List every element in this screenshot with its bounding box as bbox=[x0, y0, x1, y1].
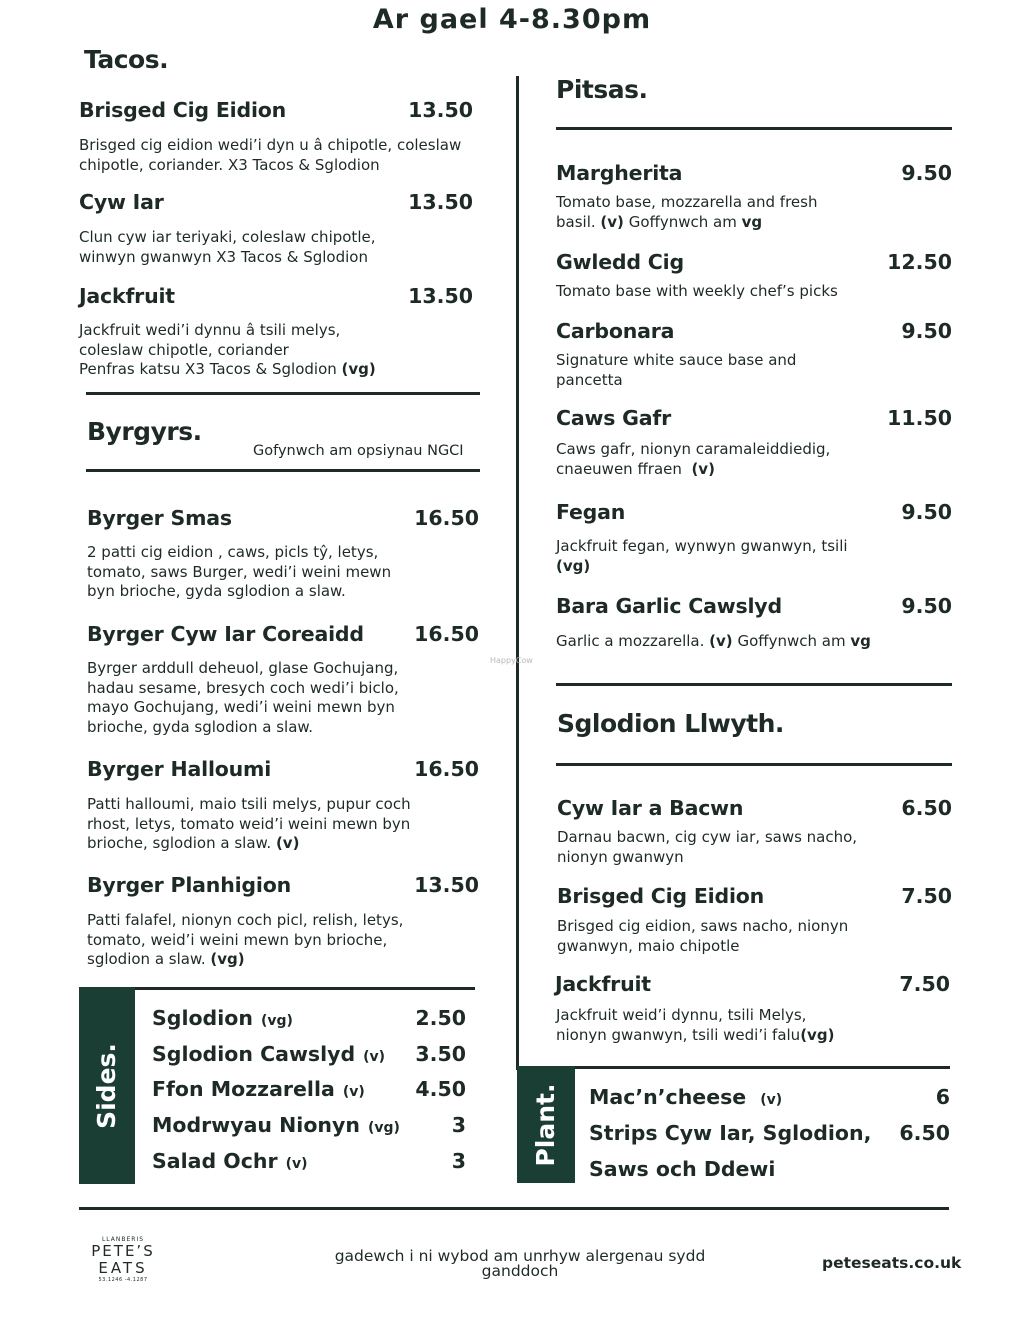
pizza-price: 9.50 bbox=[901, 594, 952, 618]
taco-description: Clun cyw iar teriyaki, coleslaw chipotle, winwyn gwanwyn X3 Tacos & Sglodion bbox=[79, 228, 376, 266]
fries-description: Darnau bacwn, cig cyw iar, saws nacho, nionyn gwanwyn bbox=[557, 828, 858, 866]
availability-title: Ar gael 4-8.30pm bbox=[372, 4, 652, 35]
divider bbox=[556, 683, 952, 686]
burgers-heading: Byrgyrs. bbox=[87, 417, 202, 446]
pizza-price: 9.50 bbox=[901, 161, 952, 185]
fries-price: 7.50 bbox=[901, 884, 952, 908]
burger-name: Byrger Cyw Iar Coreaidd bbox=[87, 622, 364, 646]
fries-price: 7.50 bbox=[899, 972, 950, 996]
kids-item: Strips Cyw Iar, Sglodion, bbox=[589, 1121, 872, 1145]
burger-description: 2 patti cig eidion , caws, picls tŷ, letys, tomato, saws Burger, wedi’i weini mewn byn brioche, gyda sglodion a slaw. bbox=[87, 543, 392, 600]
side-price: 2.50 bbox=[415, 1006, 466, 1030]
kids-item-continued: Saws och Ddewi bbox=[589, 1157, 776, 1181]
vegan-tag: (vg) bbox=[210, 950, 245, 968]
kids-label-panel bbox=[517, 1066, 575, 1183]
side-price: 3 bbox=[451, 1149, 466, 1173]
divider bbox=[86, 392, 480, 395]
divider bbox=[86, 469, 480, 472]
taco-name: Cyw Iar bbox=[79, 190, 164, 214]
pizza-name: Carbonara bbox=[556, 319, 675, 343]
burger-description: Byrger arddull deheuol, glase Gochujang, hadau sesame, bresych coch wedi’i biclo, mayo Gochujang, wedi’i weini mewn byn brioche, gyda sglodion a slaw. bbox=[87, 659, 399, 736]
burger-price: 16.50 bbox=[414, 506, 479, 530]
side-item: Sglodion Cawslyd (v) bbox=[152, 1042, 386, 1066]
burger-description: Patti halloumi, maio tsili melys, pupur coch rhost, letys, tomato weid’i weini mewn byn brioche, sglodion a slaw. (v) bbox=[87, 795, 411, 852]
side-item: Sglodion (vg) bbox=[152, 1006, 293, 1030]
side-price: 4.50 bbox=[415, 1077, 466, 1101]
taco-name: Brisged Cig Eidion bbox=[79, 98, 287, 122]
pizza-description: Tomato base, mozzarella and fresh basil. (v) Goffynwch am vg bbox=[556, 193, 818, 231]
side-item: Salad Ochr (v) bbox=[152, 1149, 308, 1173]
taco-price: 13.50 bbox=[408, 98, 473, 122]
gluten-free-note: Gofynwch am opsiynau NGCI bbox=[253, 443, 464, 459]
fries-price: 6.50 bbox=[901, 796, 952, 820]
burger-price: 13.50 bbox=[414, 873, 479, 897]
website-link[interactable]: peteseats.co.uk bbox=[822, 1254, 962, 1272]
divider bbox=[556, 763, 952, 766]
side-item: Ffon Mozzarella (v) bbox=[152, 1077, 365, 1101]
vegan-tag: (vg) bbox=[800, 1025, 835, 1044]
divider bbox=[575, 1066, 950, 1069]
pizza-name: Caws Gafr bbox=[556, 406, 672, 430]
vegan-tag: (vg) bbox=[341, 360, 376, 378]
pizza-description: Garlic a mozzarella. (v) Goffynwch am vg bbox=[556, 632, 871, 650]
pizza-description: Signature white sauce base and pancetta bbox=[556, 351, 797, 389]
pizza-price: 12.50 bbox=[887, 250, 952, 274]
footer-divider bbox=[79, 1207, 949, 1210]
pizza-name: Margherita bbox=[556, 161, 683, 185]
pizza-price: 9.50 bbox=[901, 319, 952, 343]
kids-label: Plant. bbox=[531, 1083, 560, 1167]
pizza-description: Tomato base with weekly chef’s picks bbox=[556, 282, 838, 300]
sides-label-panel bbox=[79, 987, 135, 1184]
pizza-description: Jackfruit fegan, wynwyn gwanwyn, tsili (vg) bbox=[556, 537, 848, 575]
burger-name: Byrger Planhigion bbox=[87, 873, 292, 897]
sides-label: Sides. bbox=[92, 1043, 121, 1129]
fries-name: Jackfruit bbox=[555, 972, 651, 996]
kids-item: Mac’n’cheese (v) bbox=[589, 1085, 783, 1109]
side-price: 3.50 bbox=[415, 1042, 466, 1066]
pizza-name: Fegan bbox=[556, 500, 626, 524]
kids-price: 6.50 bbox=[899, 1121, 950, 1145]
burger-name: Byrger Smas bbox=[87, 506, 232, 530]
taco-name: Jackfruit bbox=[79, 284, 175, 308]
fries-description: Brisged cig eidion, saws nacho, nionyn gwanwyn, maio chipotle bbox=[557, 917, 849, 955]
pizza-price: 11.50 bbox=[887, 406, 952, 430]
taco-price: 13.50 bbox=[408, 284, 473, 308]
taco-description: Jackfruit wedi’i dynnu â tsili melys, coleslaw chipotle, coriander Penfras katsu X3 Tacos & Sglodion (vg) bbox=[79, 321, 376, 378]
burger-price: 16.50 bbox=[414, 622, 479, 646]
petes-eats-logo: LLANBERIS PETE’S EATS 53.1246 -4.1287 bbox=[91, 1236, 155, 1283]
tacos-heading: Tacos. bbox=[84, 45, 169, 74]
pizza-description: Caws gafr, nionyn caramaleiddiedig, cnaeuwen ffraen (v) bbox=[556, 440, 831, 478]
fries-description: Jackfruit weid’i dynnu, tsili Melys, nionyn gwanwyn, tsili wedi’i falu(vg) bbox=[556, 1006, 835, 1044]
side-price: 3 bbox=[451, 1113, 466, 1137]
column-divider bbox=[516, 76, 519, 1070]
watermark: HappyCow bbox=[490, 656, 533, 665]
vegan-tag: (vg) bbox=[556, 556, 591, 575]
taco-description: Brisged cig eidion wedi’i dyn u â chipotle, coleslaw chipotle, coriander. X3 Tacos & Sglodion bbox=[79, 136, 462, 174]
vegetarian-tag: (v) bbox=[275, 834, 300, 852]
kids-price: 6 bbox=[935, 1085, 950, 1109]
burger-description: Patti falafel, nionyn coch picl, relish, letys, tomato, weid’i weini mewn byn brioche, sglodion a slaw. (vg) bbox=[87, 911, 404, 968]
divider bbox=[556, 127, 952, 130]
divider bbox=[135, 987, 475, 990]
fries-name: Cyw Iar a Bacwn bbox=[557, 796, 744, 820]
fries-name: Brisged Cig Eidion bbox=[557, 884, 765, 908]
burger-name: Byrger Halloumi bbox=[87, 757, 272, 781]
loaded-fries-heading: Sglodion Llwyth. bbox=[557, 709, 784, 738]
allergen-message: gadewch i ni wybod am unrhyw alergenau sydd ganddoch bbox=[334, 1247, 706, 1280]
side-item: Modrwyau Nionyn (vg) bbox=[152, 1113, 400, 1137]
pizzas-heading: Pitsas. bbox=[556, 75, 648, 104]
pizza-name: Gwledd Cig bbox=[556, 250, 684, 274]
taco-price: 13.50 bbox=[408, 190, 473, 214]
pizza-name: Bara Garlic Cawslyd bbox=[556, 594, 782, 618]
burger-price: 16.50 bbox=[414, 757, 479, 781]
pizza-price: 9.50 bbox=[901, 500, 952, 524]
vegetarian-tag: (v) bbox=[691, 459, 715, 478]
